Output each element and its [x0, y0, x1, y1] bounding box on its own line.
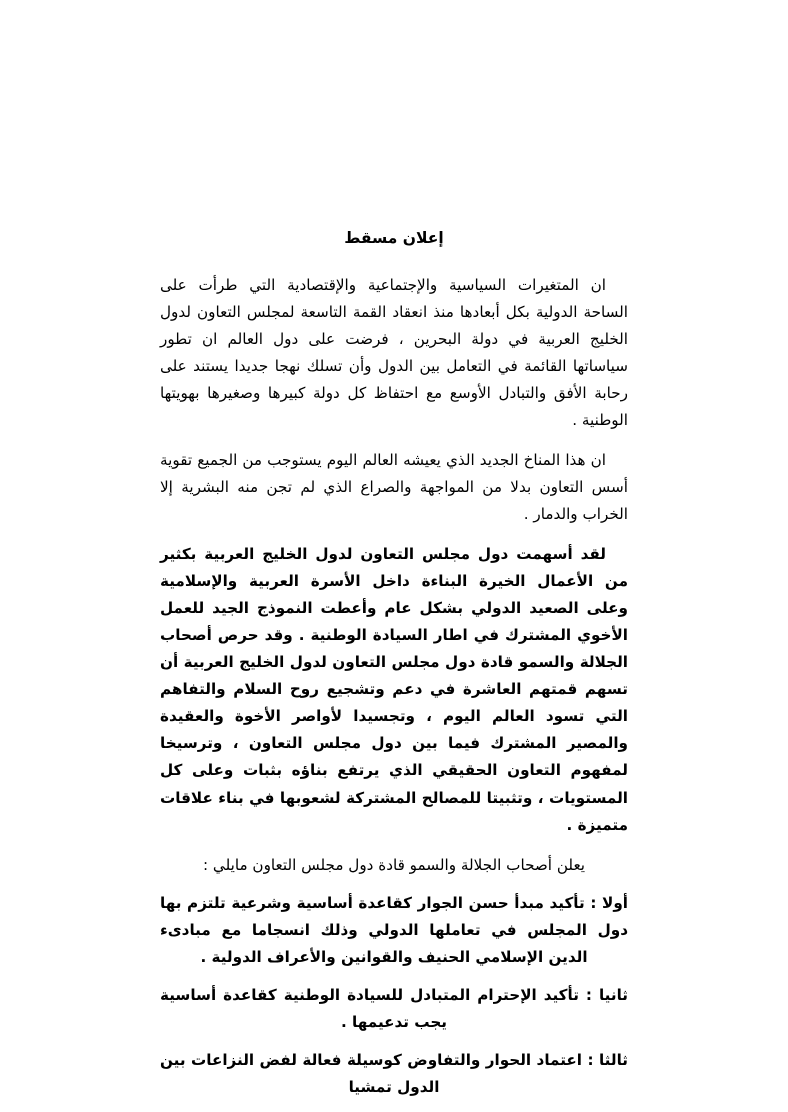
page-title: إعلان مسقط	[344, 229, 444, 247]
declaration-item-3: ثالثا : اعتماد الحوار والتفاوض كوسيلة فعالة لفض النزاعات بين الدول تمشيا	[160, 1050, 628, 1096]
declaration-item-1: أولا : تأكيد مبدأ حسن الجوار كقاعدة أساسية وشرعية تلتزم بها دول المجلس في تعاملها الدولي وذلك انسجاما مع مبادىء الدين الإسلامي الحنيف والقوانين والأعراف الدولية .	[160, 893, 628, 966]
document-body	[160, 228, 628, 1112]
paragraph-3: لقد أسهمت دول مجلس التعاون لدول الخليج العربية بكثير من الأعمال الخيرة البناءة داخل الأسرة العربية والإسلامية وعلى الصعيد الدولي بشكل عام وأعطت النموذج الجيد للعمل الأخوي المشترك في اطار السيادة الوطنية . وقد حرص أصحاب الجلالة والسمو قادة دول مجلس التعاون لدول الخليج العربية أن تسهم قمتهم العاشرة في دعم وتشجيع روح السلام والتفاهم التي تسود العالم اليوم ، وتجسيدا لأواصر الأخوة والعقيدة والمصير المشترك فيما بين دول مجلس التعاون ، وترسيخا لمفهوم التعاون الحقيقي الذي يرتفع بناؤه بثبات وعلى كل المستويات ، وتثبيتا للمصالح المشتركة لشعوبها في بناء علاقات متميزة .	[160, 545, 628, 834]
declaration-item-2: ثانيا : تأكيد الإحترام المتبادل للسيادة الوطنية كقاعدة أساسية يجب تدعيمها .	[160, 985, 628, 1031]
paragraph-2: ان هذا المناخ الجديد الذي يعيشه العالم اليوم يستوجب من الجميع تقوية أسس التعاون بدلا من المواجهة والصراع الذي لم تجن منه البشرية إلا الخراب والدمار .	[160, 450, 628, 524]
declaration-lead-in: يعلن أصحاب الجلالة والسمو قادة دول مجلس التعاون مايلي :	[202, 855, 585, 874]
paragraph-1: ان المتغيرات السياسية والإجتماعية والإقتصادية التي طرأت على الساحة الدولية بكل أبعادها منذ انعقاد القمة التاسعة لمجلس التعاون لدول الخليج العربية في دولة البحرين ، فرضت على دول العالم ان تطور سياساتها القائمة في التعامل بين الدول وأن تسلك نهجا جديدا يستند على رحابة الأفق والتبادل الأوسع مع احتفاظ كل دولة كبيرها وصغيرها بهويتها الوطنية .	[160, 275, 628, 429]
